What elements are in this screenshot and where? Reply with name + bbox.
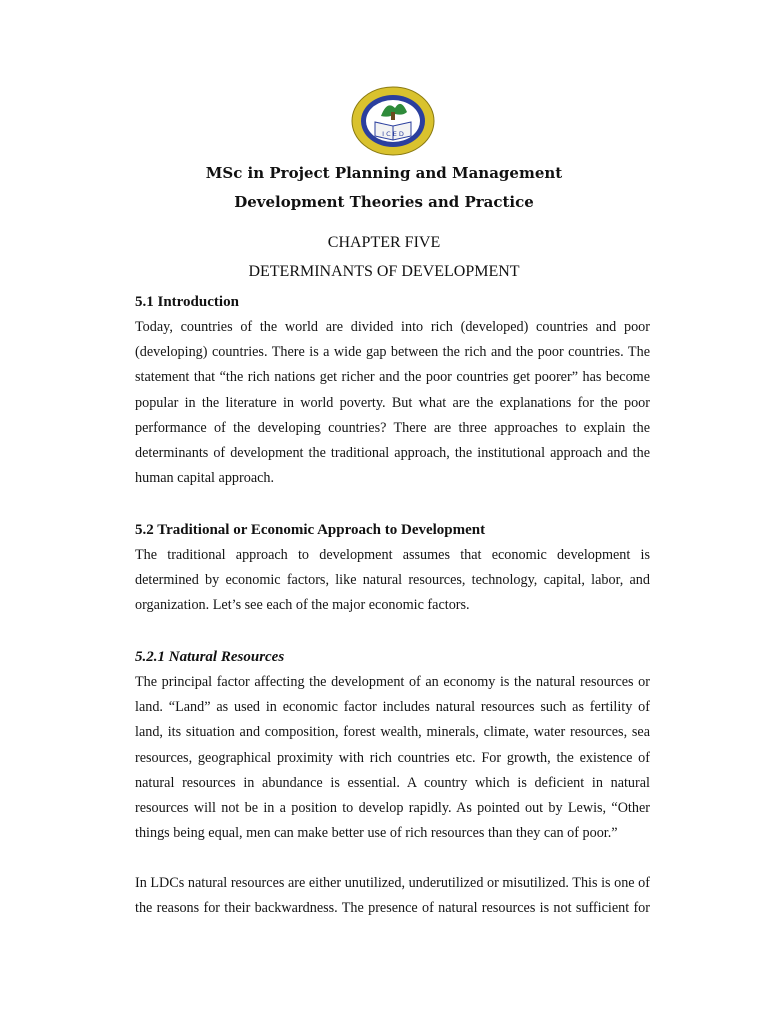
text-line: resources will not be in a position to develop rapidly. As pointed out by Lewis, “Other: [135, 799, 650, 816]
text-line: Today, countries of the world are divided into rich (developed) countries and poor: [135, 319, 650, 335]
course-title: Development Theories and Practice: [234, 193, 534, 211]
text-line: land, its situation and composition, forest wealth, minerals, climate, water resources, sea: [135, 724, 650, 741]
chapter-title: DETERMINANTS OF DEVELOPMENT: [248, 263, 520, 280]
text-line: things being equal, men can make better use of rich resources than they can of poor.”: [135, 825, 618, 842]
section-heading-5-2: 5.2 Traditional or Economic Approach to Development: [135, 522, 486, 538]
paragraph-introduction: [135, 315, 650, 491]
text-line: (developing) countries. There is a wide gap between the rich and the poor countries. The: [135, 344, 650, 361]
program-title: MSc in Project Planning and Management: [205, 164, 563, 182]
text-line: The principal factor affecting the development of an economy is the natural resources or: [135, 674, 650, 690]
text-line: the reasons for their backwardness. The presence of natural resources is not sufficient for: [135, 900, 650, 917]
chapter-number: CHAPTER FIVE: [327, 234, 441, 251]
text-line: popular in the literature in world poverty. But what are the explanations for the poor: [135, 394, 650, 411]
text-line: human capital approach.: [135, 470, 275, 487]
text-line: resources, geographical proximity with rich countries etc. For growth, the existence of: [135, 749, 650, 766]
text-line: performance of the developing countries? There are three approaches to explain the: [135, 419, 650, 436]
text-line: statement that “the rich nations get richer and the poor countries get poorer” has become: [135, 369, 650, 386]
text-line: In LDCs natural resources are either unutilized, underutilized or misutilized. This is one of: [135, 875, 650, 891]
text-line: The traditional approach to development assumes that economic development is: [135, 547, 650, 563]
text-line: determinants of development the traditional approach, the institutional approach and the: [135, 444, 650, 461]
text-line: land. “Land” as used in economic factor includes natural resources such as fertility of: [135, 699, 650, 716]
text-line: natural resources in abundance is essential. A country which is deficient in natural: [135, 774, 650, 791]
text-line: determined by economic factors, like natural resources, technology, capital, labor, and: [135, 572, 650, 589]
section-heading-5-1: 5.1 Introduction: [135, 294, 239, 310]
paragraph-natural-resources-1: [135, 670, 650, 846]
logo-text: I C E D: [382, 130, 404, 138]
paragraph-traditional-approach: [135, 543, 650, 619]
paragraph-natural-resources-2: [135, 871, 650, 921]
text-line: organization. Let’s see each of the major economic factors.: [135, 597, 470, 614]
institution-logo: [351, 86, 435, 156]
section-heading-5-2-1: 5.2.1 Natural Resources: [135, 649, 285, 665]
